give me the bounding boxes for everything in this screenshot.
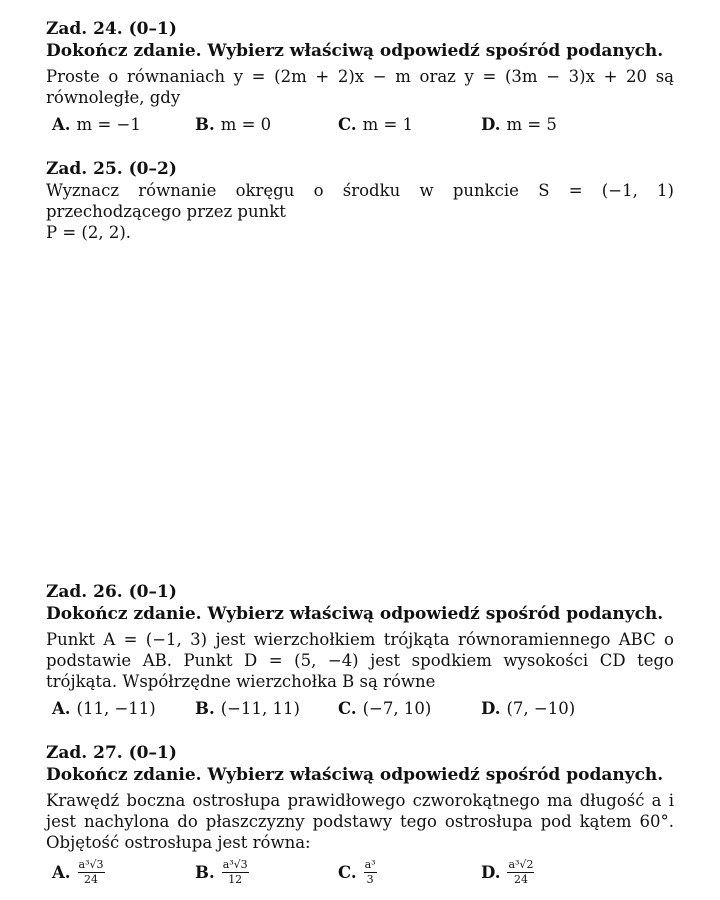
answer-letter: B.: [195, 115, 215, 134]
task-body: Punkt A = (−1, 3) jest wierzchołkiem trójkąta równoramiennego ABC o podstawie AB. Punkt D = (5, −4) jest spodkiem wysokości CD tego trójkąta. Współrzędne wierzchołka B są równe: [46, 630, 674, 691]
answer-letter: C.: [338, 115, 357, 134]
answer-letter: D.: [481, 115, 501, 134]
answer-letter: A.: [52, 699, 71, 718]
task-heading: Zad. 27. (0–1): [46, 743, 177, 763]
answer-options: [52, 114, 674, 136]
answer-option-b[interactable]: [195, 114, 338, 136]
answer-value: (7, −10): [506, 699, 576, 718]
task-heading: Zad. 24. (0–1): [46, 19, 177, 39]
answer-letter: C.: [338, 862, 357, 882]
answer-fraction: [222, 859, 249, 886]
answer-option-c[interactable]: [338, 114, 481, 136]
fraction-denominator: 3: [366, 873, 374, 886]
answer-options: [52, 698, 674, 720]
task-instruction: Dokończ zdanie. Wybierz właściwą odpowiedź spośród podanych.: [46, 41, 664, 61]
task-heading: Zad. 26. (0–1): [46, 582, 177, 602]
task-26: [46, 581, 674, 720]
answer-value: (−11, 11): [220, 699, 300, 718]
answer-option-b[interactable]: [195, 698, 338, 720]
task-instruction: Dokończ zdanie. Wybierz właściwą odpowiedź spośród podanych.: [46, 604, 664, 624]
answer-letter: A.: [52, 115, 71, 134]
task-body-line-2: P = (2, 2).: [46, 223, 132, 242]
answer-option-d[interactable]: [481, 698, 624, 720]
fraction-numerator: a³√2: [508, 858, 534, 871]
answer-value: m = 1: [362, 115, 414, 134]
answer-option-a[interactable]: [52, 698, 195, 720]
answer-letter: D.: [481, 699, 501, 718]
answer-letter: A.: [52, 862, 71, 882]
answer-value: m = 5: [506, 115, 557, 134]
answer-fraction: [78, 859, 105, 886]
answer-option-b[interactable]: [195, 859, 338, 886]
fraction-denominator: 24: [513, 873, 528, 886]
answer-fraction: [364, 859, 377, 886]
answer-letter: C.: [338, 699, 357, 718]
answer-option-c[interactable]: [338, 698, 481, 720]
answer-options: [52, 859, 674, 886]
answer-option-d[interactable]: [481, 859, 624, 886]
fraction-numerator: a³√3: [78, 858, 104, 871]
answer-value: m = 0: [220, 115, 272, 134]
task-body: Proste o równaniach y = (2m + 2)x − m oraz y = (3m − 3)x + 20 są równoległe, gdy: [46, 67, 674, 107]
task-instruction: Dokończ zdanie. Wybierz właściwą odpowiedź spośród podanych.: [46, 765, 664, 785]
task-body-line-1: Wyznacz równanie okręgu o środku w punkcie S = (−1, 1) przechodzącego przez punkt: [46, 181, 674, 221]
answer-option-a[interactable]: [52, 859, 195, 886]
fraction-denominator: 24: [84, 873, 99, 886]
fraction-numerator: a³√3: [222, 858, 248, 871]
task-27: [46, 742, 674, 886]
task-heading: Zad. 25. (0–2): [46, 159, 177, 179]
answer-option-c[interactable]: [338, 859, 481, 886]
answer-workspace[interactable]: [46, 243, 674, 581]
answer-option-a[interactable]: [52, 114, 195, 136]
answer-value: (11, −11): [76, 699, 156, 718]
answer-value: (−7, 10): [362, 699, 432, 718]
fraction-numerator: a³: [364, 858, 376, 871]
exam-page: [46, 18, 674, 886]
task-25: [46, 158, 674, 581]
fraction-denominator: 12: [228, 873, 243, 886]
answer-letter: B.: [195, 862, 215, 882]
answer-option-d[interactable]: [481, 114, 624, 136]
answer-value: m = −1: [76, 115, 141, 134]
answer-letter: D.: [481, 862, 501, 882]
task-24: [46, 18, 674, 136]
task-body: Krawędź boczna ostrosłupa prawidłowego czworokątnego ma długość a i jest nachylona do płaszczyzny podstawy tego ostrosłupa pod kątem 60°. Objętość ostrosłupa jest równa:: [46, 791, 674, 852]
answer-fraction: [507, 859, 534, 886]
answer-letter: B.: [195, 699, 215, 718]
